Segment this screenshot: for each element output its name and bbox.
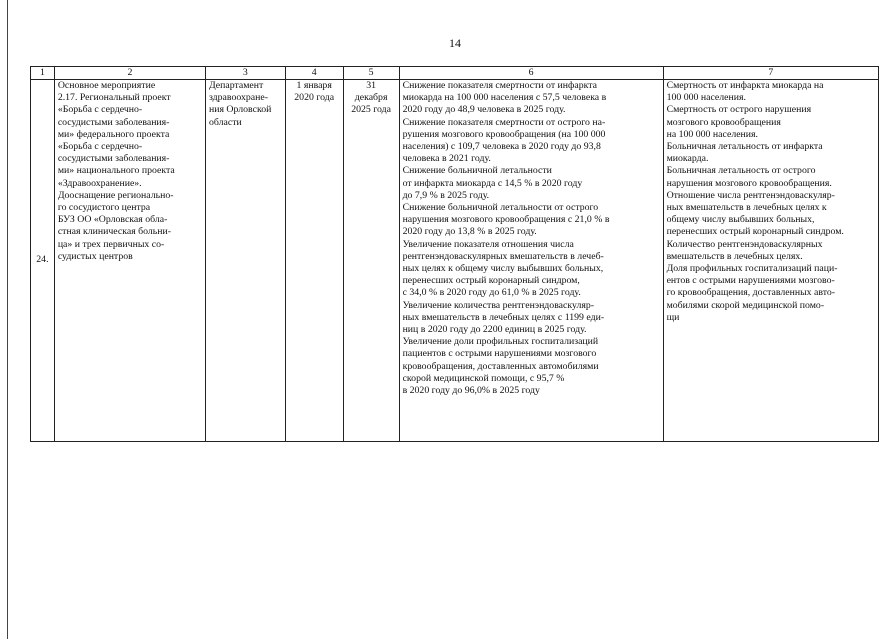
cell-line: щи (666, 311, 680, 323)
cell-end-date (343, 80, 399, 442)
cell-line: 2025 года (351, 104, 391, 116)
measures-table (30, 66, 879, 442)
cell-line: ных вмешательств в лечебных целях к (666, 202, 827, 214)
cell-line: пациентов с острыми нарушениями мозгового (402, 348, 597, 360)
cell-start-date (285, 80, 343, 442)
table-row (31, 80, 879, 442)
cell-responsible (205, 80, 285, 442)
cell-line: БУЗ ОО «Орловская обла- (57, 214, 168, 226)
cell-line: нарушения мозгового кровообращения с 21,0 % в (402, 214, 610, 226)
cell-line: Смертность от инфаркта миокарда на (666, 80, 824, 91)
cell-line: Больничная летальность от инфаркта (666, 141, 823, 153)
cell-line: рентгенэндоваскулярных вмешательств в лечеб- (402, 250, 604, 262)
cell-line: 2020 году до 48,9 человека в 2025 году. (402, 104, 566, 116)
cell-line: Снижение показателя смертности от инфаркта (402, 80, 598, 91)
cell-line: Отношение числа рентгенэндоваскуляр- (666, 189, 835, 201)
cell-line: Увеличение количества рентгенэндоваскуляр- (402, 299, 595, 311)
cell-line: сосудистыми заболевания- (57, 116, 170, 128)
header-col-7: 7 (663, 67, 878, 80)
cell-line: Смертность от острого нарушения (666, 104, 812, 116)
cell-line: кровообращения, доставленных автомобилями (402, 360, 599, 372)
cell-line: Больничная летальность от острого (666, 165, 816, 177)
header-row (31, 67, 879, 80)
header-col-6: 6 (399, 67, 663, 80)
cell-line: Дооснащение регионально- (57, 189, 174, 201)
cell-line: Снижение больничной летальности от острого (402, 202, 599, 214)
cell-line: вмешательств в лечебных целях. (666, 250, 803, 262)
left-margin-line (7, 0, 8, 639)
cell-line: ния Орловской (208, 104, 272, 116)
header-col-1: 1 (31, 67, 55, 80)
cell-line: области (208, 116, 242, 128)
cell-line: 31 (366, 80, 376, 91)
cell-line: 100 000 населения. (666, 92, 746, 104)
cell-indicators (663, 80, 878, 442)
cell-line: ентов с острыми нарушениями мозгово- (666, 275, 835, 287)
cell-line: миокарда на 100 000 населения с 57,5 человека в (402, 92, 607, 104)
cell-line: ных вмешательств в лечебных целях с 1199 еди- (402, 311, 605, 323)
cell-line: скорой медицинской помощи, с 95,7 % (402, 372, 565, 384)
cell-line: судистых центров (57, 250, 133, 262)
cell-line: перенесших острый коронарный синдром. (666, 226, 844, 238)
cell-line: рушения мозгового кровообращения (на 100 000 (402, 128, 606, 140)
cell-line: Снижение показателя смертности от острого на- (402, 116, 606, 128)
cell-line: ных целях к общему числу выбывших больных, (402, 263, 604, 275)
header-col-4: 4 (285, 67, 343, 80)
cell-line: ца» и трех первичных со- (57, 238, 165, 250)
page-number: 14 (449, 36, 461, 50)
cell-line: декабря (354, 92, 388, 104)
cell-line: го кровообращения, доставленных авто- (666, 287, 836, 299)
cell-line: Доля профильных госпитализаций паци- (666, 263, 838, 275)
cell-line: 2.17. Региональный проект (57, 92, 171, 104)
cell-line: стная клиническая больни- (57, 226, 172, 238)
cell-line: сосудистыми заболевания- (57, 153, 170, 165)
cell-line: го сосудистого центра (57, 202, 151, 214)
cell-measure (54, 80, 205, 442)
cell-line: с 34,0 % в 2020 году до 61,0 % в 2025 году. (402, 287, 581, 299)
cell-line: перенесших острый коронарный синдром, (402, 275, 580, 287)
cell-line: на 100 000 населения. (666, 128, 758, 140)
cell-line: в 2020 году до 96,0% в 2025 году (402, 385, 540, 397)
cell-line: мозгового кровообращения (666, 116, 781, 128)
cell-line: Увеличение показателя отношения числа (402, 238, 574, 250)
header-col-2: 2 (54, 67, 205, 80)
cell-line: «Борьба с сердечно- (57, 104, 143, 116)
cell-line: Количество рентгенэндоваскулярных (666, 238, 823, 250)
cell-line: 2020 году до 13,8 % в 2025 году. (402, 226, 537, 238)
cell-line: Департамент (208, 80, 264, 91)
cell-expected-results (399, 80, 663, 442)
cell-line: здравоохране- (208, 92, 269, 104)
cell-line: человека в 2021 году. (402, 153, 491, 165)
cell-line: до 7,9 % в 2025 году. (402, 189, 490, 201)
cell-line: от инфаркта миокарда с 14,5 % в 2020 году (402, 177, 583, 189)
cell-line: «Борьба с сердечно- (57, 141, 143, 153)
cell-line: населения) с 109,7 человека в 2020 году до 93,8 (402, 141, 601, 153)
cell-line: «Здравоохранение». (57, 177, 142, 189)
cell-line: мобилями скорой медицинской помо- (666, 299, 825, 311)
cell-line: миокарда. (666, 153, 709, 165)
cell-line: 2020 года (294, 92, 335, 104)
cell-line: ниц в 2020 году до 2200 единиц в 2025 году. (402, 324, 587, 336)
cell-line: нарушения мозгового кровообращения. (666, 177, 832, 189)
cell-line: 1 января (296, 80, 332, 91)
header-col-5: 5 (343, 67, 399, 80)
cell-line: Снижение больничной летальности (402, 165, 552, 177)
cell-line: общему числу выбывших больных, (666, 214, 815, 226)
header-col-3: 3 (205, 67, 285, 80)
row-number: 24. (31, 80, 55, 442)
cell-line: ми» федерального проекта (57, 128, 170, 140)
cell-line: Основное мероприятие (57, 80, 156, 91)
cell-line: ми» национального проекта (57, 165, 175, 177)
cell-line: Увеличение доли профильных госпитализаций (402, 336, 599, 348)
